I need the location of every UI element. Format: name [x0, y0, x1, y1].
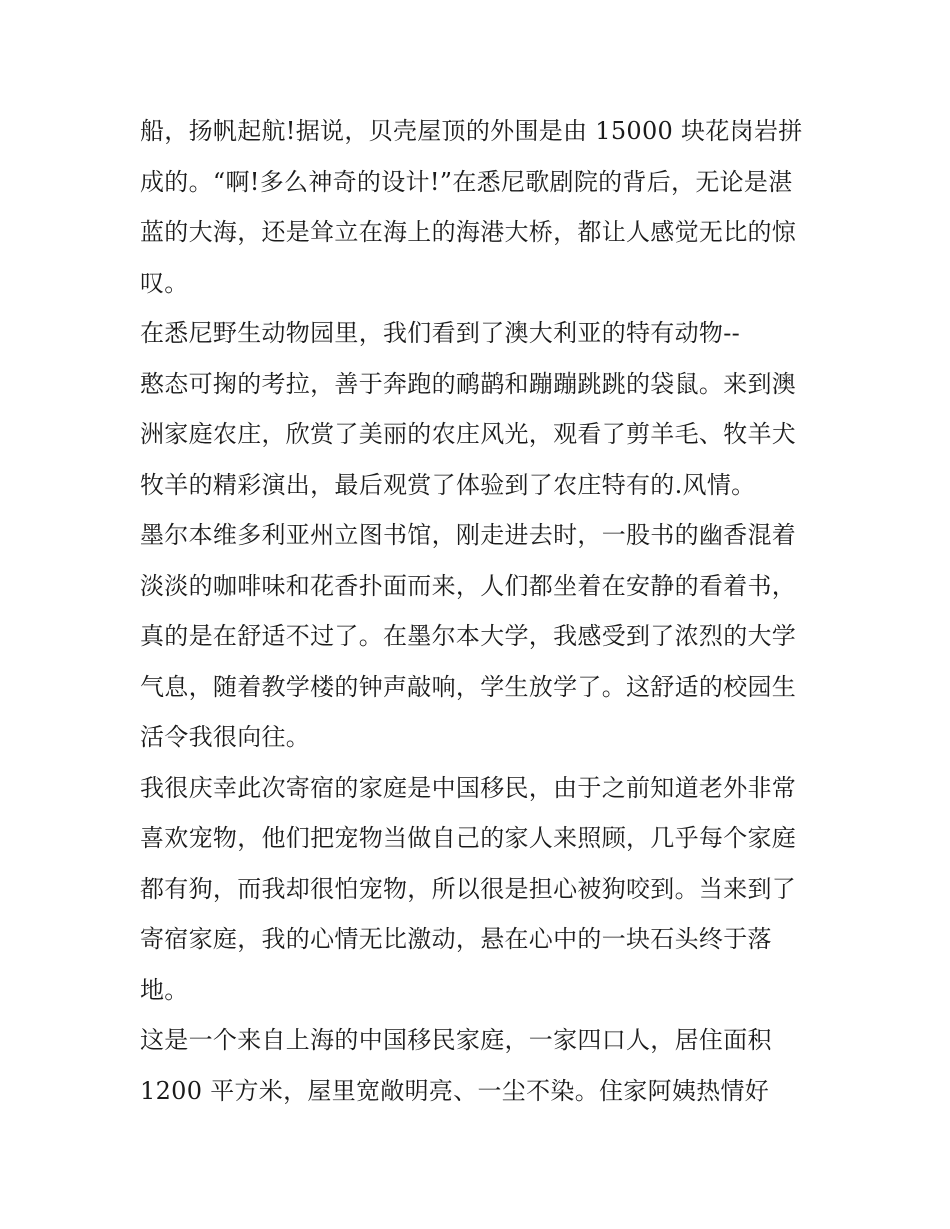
- text-line: 气息，随着教学楼的钟声敲响，学生放学了。这舒适的校园生: [140, 672, 797, 701]
- text-line: 真的是在舒适不过了。在墨尔本大学，我感受到了浓烈的大学: [140, 622, 797, 650]
- text-line: 1200 平方米，屋里宽敞明亮、一尘不染。住家阿姨热情好: [140, 1076, 770, 1105]
- text-line: 牧羊的精彩演出，最后观赏了体验到了农庄特有的.风情。: [140, 470, 756, 499]
- text-line: 活令我很向往。: [140, 723, 311, 751]
- text-line: 墨尔本维多利亚州立图书馆，刚走进去时，一股书的幽香混着: [140, 521, 797, 549]
- text-line: 我很庆幸此次寄宿的家庭是中国移民，由于之前知道老外非常: [140, 773, 797, 802]
- text-line: 淡淡的咖啡味和花香扑面而来，人们都坐着在安静的看着书，: [140, 571, 797, 600]
- text-line: 都有狗，而我却很怕宠物，所以很是担心被狗咬到。当来到了: [140, 874, 797, 903]
- text-line: 洲家庭农庄，欣赏了美丽的农庄风光，观看了剪羊毛、牧羊犬: [140, 420, 797, 448]
- text-line: 憨态可掬的考拉，善于奔跑的鸸鹋和蹦蹦跳跳的袋鼠。来到澳: [140, 369, 797, 398]
- text-line: 船，扬帆起航!据说，贝壳屋顶的外围是由 15000 块花岗岩拼: [140, 117, 803, 145]
- text-line: 在悉尼野生动物园里，我们看到了澳大利亚的特有动物--: [140, 319, 741, 347]
- text-line: 蓝的大海，还是耸立在海上的海港大桥，都让人感觉无比的惊: [140, 218, 797, 246]
- body-text: [140, 106, 820, 1116]
- text-line: 这是一个来自上海的中国移民家庭，一家四口人，居住面积: [140, 1026, 772, 1054]
- text-line: 喜欢宠物，他们把宠物当做自己的家人来照顾，几乎每个家庭: [140, 824, 797, 852]
- text-line: 成的。“啊!多么神奇的设计!”在悉尼歌剧院的背后，无论是湛: [140, 167, 793, 196]
- text-line: 叹。: [140, 268, 189, 297]
- text-line: 寄宿家庭，我的心情无比激动，悬在心中的一块石头终于落: [140, 925, 772, 953]
- text-line: 地。: [140, 975, 189, 1004]
